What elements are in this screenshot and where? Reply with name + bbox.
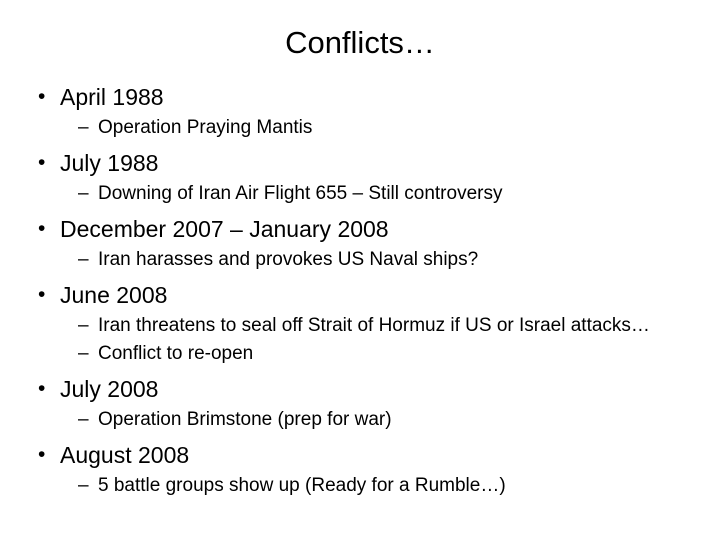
list-item-level2 [30,181,695,206]
list-item-level2 [30,407,695,432]
bullet-dot-icon: • [38,377,46,400]
list-item-label: Conflict to re-open [98,343,254,364]
list-item-level1 [30,214,695,244]
slide-body [30,74,695,500]
list-item-level2 [30,341,695,366]
bullet-group [30,82,695,140]
list-item-level2 [30,115,695,140]
list-item-label: 5 battle groups show up (Ready for a Rumble…) [98,475,506,496]
bullet-dot-icon: • [38,151,46,174]
bullet-dash-icon: – [78,409,89,430]
list-item-label: June 2008 [60,282,168,308]
list-item-label: Operation Praying Mantis [98,117,313,138]
list-item-level1 [30,374,695,404]
bullet-group [30,374,695,432]
list-item-level1 [30,280,695,310]
list-item-label: December 2007 – January 2008 [60,216,389,242]
bullet-group [30,280,695,366]
page-title: Conflicts… [285,25,435,60]
bullet-dash-icon: – [78,249,89,270]
list-item-label: Operation Brimstone (prep for war) [98,409,392,430]
list-item-level2 [30,313,695,338]
list-item-level1 [30,148,695,178]
list-item-level2 [30,247,695,272]
bullet-dot-icon: • [38,85,46,108]
list-item-level2 [30,473,695,498]
list-item-label: Iran threatens to seal off Strait of Hormuz if US or Israel attacks… [98,315,650,336]
list-item-label: Iran harasses and provokes US Naval ships? [98,249,479,270]
list-item-label: August 2008 [60,442,190,468]
bullet-dash-icon: – [78,315,89,336]
list-item-level1 [30,82,695,112]
list-item-label: Downing of Iran Air Flight 655 – Still controversy [98,183,503,204]
bullet-dash-icon: – [78,183,89,204]
bullet-dash-icon: – [78,343,89,364]
bullet-dash-icon: – [78,475,89,496]
bullet-dot-icon: • [38,443,46,466]
bullet-dash-icon: – [78,117,89,138]
list-item-label: April 1988 [60,84,164,110]
bullet-group [30,440,695,498]
bullet-dot-icon: • [38,283,46,306]
bullet-dot-icon: • [38,217,46,240]
bullet-group [30,148,695,206]
bullet-group [30,214,695,272]
list-item-label: July 1988 [60,150,159,176]
list-item-label: July 2008 [60,376,159,402]
list-item-level1 [30,440,695,470]
